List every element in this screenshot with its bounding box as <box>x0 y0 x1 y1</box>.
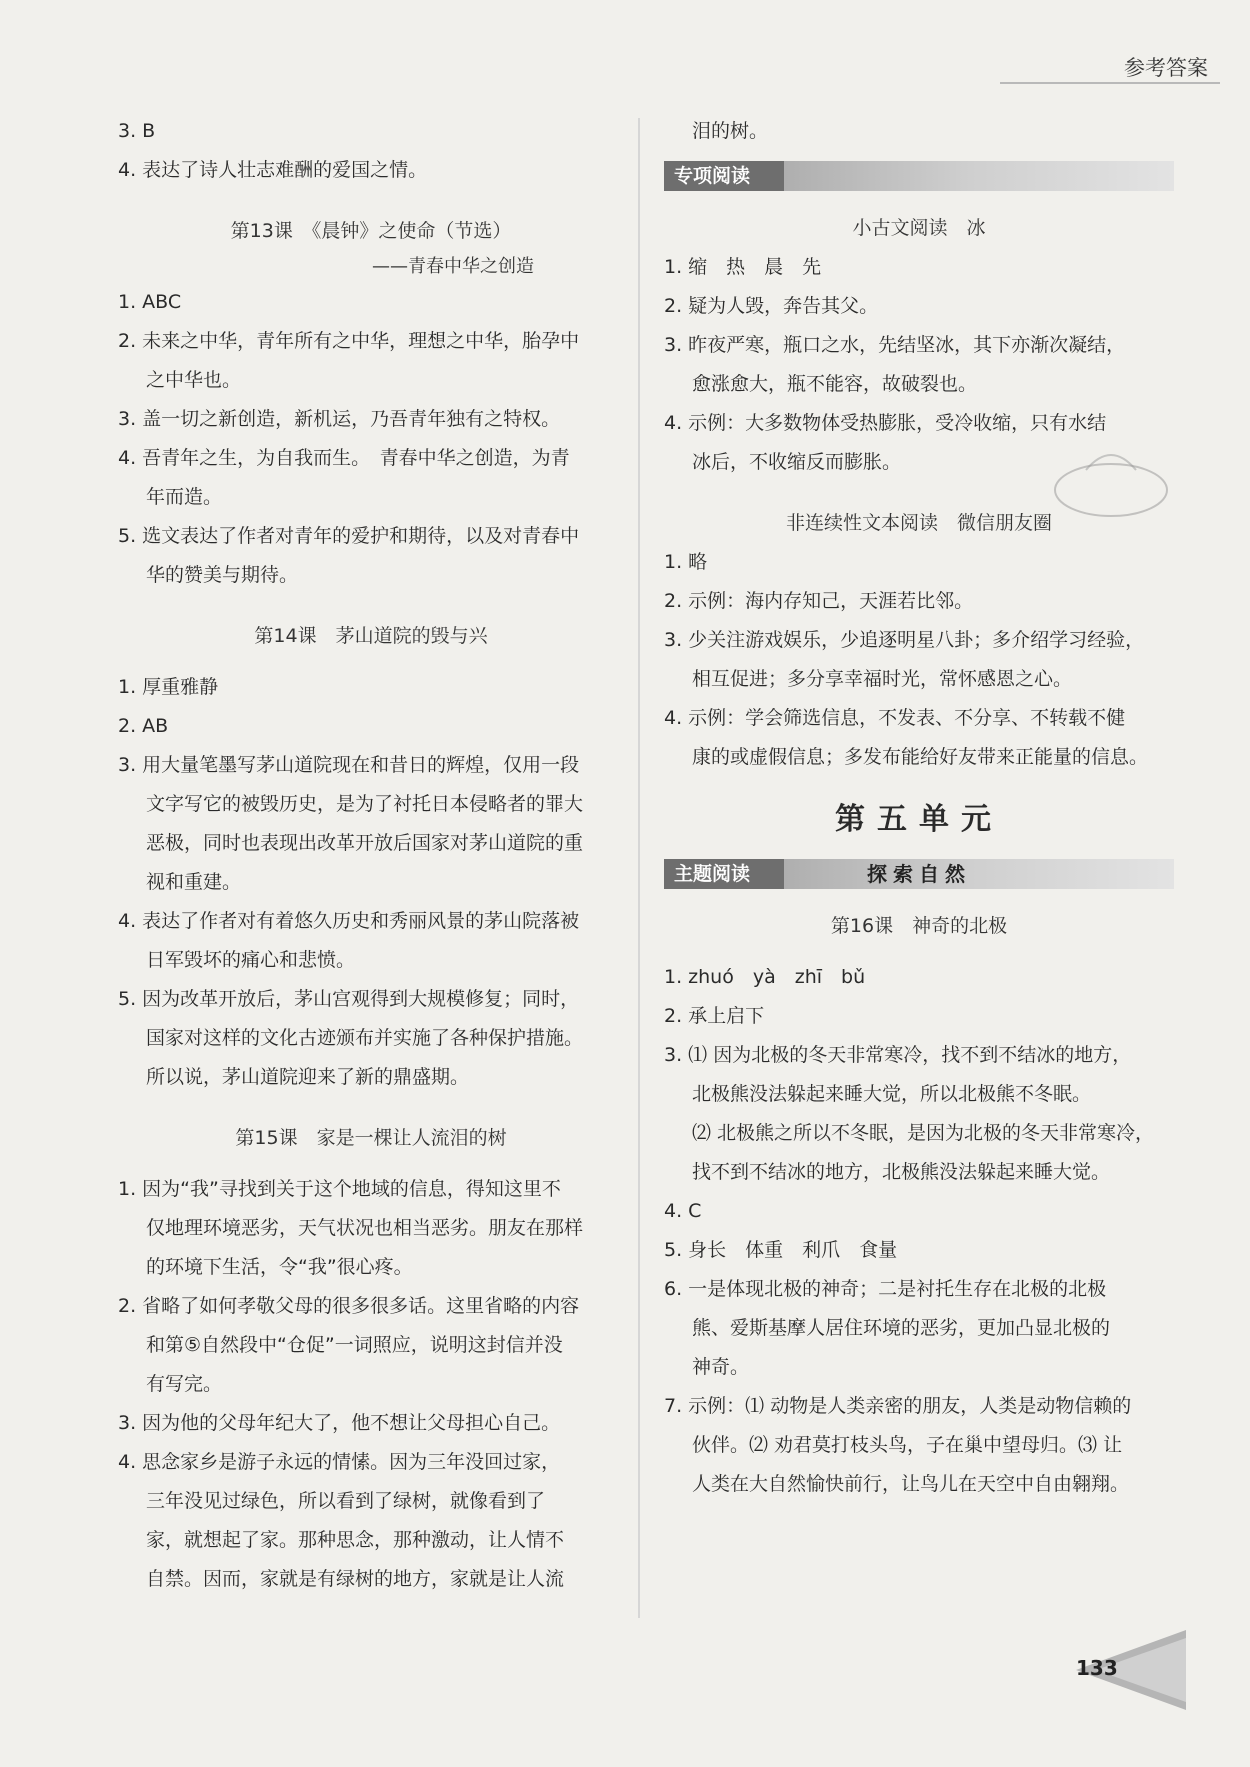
answer-line: 3. 少关注游戏娱乐，少追逐明星八卦；多介绍学习经验， <box>664 629 1145 651</box>
left-column <box>118 112 624 1599</box>
answer-line: 2. 省略了如何孝敬父母的很多很多话。这里省略的内容 <box>118 1295 580 1317</box>
answer-line: 2. 未来之中华，青年所有之中华，理想之中华，胎孕中 <box>118 330 580 352</box>
answer-line: 4. C <box>664 1200 702 1222</box>
header-label: 参考答案 <box>1124 56 1208 80</box>
answer-line: 3. 昨夜严寒，瓶口之水，先结坚冰，其下亦渐次凝结， <box>664 334 1126 356</box>
lesson-13-title: 第13课 《晨钟》之使命（节选） <box>230 220 512 242</box>
answer-line: 有写完。 <box>146 1373 223 1395</box>
page-number: 133 <box>1076 1656 1118 1680</box>
answer-line: 三年没见过绿色，所以看到了绿树，就像看到了 <box>146 1490 546 1512</box>
answer-line: 文字写它的被毁历史，是为了衬托日本侵略者的罪大 <box>146 793 584 815</box>
answer-line: 找不到不结冰的地方，北极熊没法躲起来睡大觉。 <box>692 1161 1111 1183</box>
answer-line: 年而造。 <box>146 486 223 508</box>
lesson-13-subtitle: ——青春中华之创造 <box>372 256 534 277</box>
answer-line: 3. 因为他的父母年纪大了，他不想让父母担心自己。 <box>118 1412 561 1434</box>
answer-line: 国家对这样的文化古迹颁布并实施了各种保护措施。 <box>146 1027 584 1049</box>
answer-line: 自禁。因而，家就是有绿树的地方，家就是让人流 <box>146 1568 565 1590</box>
lesson-15-title: 第15课 家是一棵让人流泪的树 <box>235 1127 507 1149</box>
answer-line: 1. ABC <box>118 291 182 313</box>
answer-line: 视和重建。 <box>146 871 242 893</box>
answer-line: 伙伴。⑵ 劝君莫打枝头鸟，子在巢中望母归。⑶ 让 <box>692 1434 1123 1456</box>
answer-line: 相互促进；多分享幸福时光，常怀感恩之心。 <box>692 668 1073 690</box>
answer-line: 北极熊没法躲起来睡大觉，所以北极熊不冬眠。 <box>692 1083 1092 1105</box>
answer-line: 人类在大自然愉快前行，让鸟儿在天空中自由翱翔。 <box>692 1473 1130 1495</box>
answer-line: 4. 表达了诗人壮志难酬的爱国之情。 <box>118 159 428 181</box>
answer-line: 1. 缩 热 晨 先 <box>664 256 822 278</box>
answer-line: 2. AB <box>118 715 169 737</box>
answer-line: 5. 选文表达了作者对青年的爱护和期待，以及对青春中 <box>118 525 580 547</box>
theme-title: 探索自然 <box>867 862 971 886</box>
answer-line: 恶极，同时也表现出改革开放后国家对茅山道院的重 <box>146 832 584 854</box>
section-bar-special <box>664 161 1174 191</box>
noncontinuous-reading-title: 非连续性文本阅读 微信朋友圈 <box>785 512 1052 534</box>
section-label: 专项阅读 <box>664 161 784 191</box>
stamp-icon <box>1046 440 1176 530</box>
answer-line: 之中华也。 <box>146 369 242 391</box>
answer-line: ⑵ 北极熊之所以不冬眠，是因为北极的冬天非常寒冷， <box>692 1122 1155 1144</box>
answer-line: 熊、爱斯基摩人居住环境的恶劣，更加凸显北极的 <box>692 1317 1111 1339</box>
answer-line: 6. 一是体现北极的神奇；二是衬托生存在北极的北极 <box>664 1278 1107 1300</box>
lesson-14-title: 第14课 茅山道院的毁与兴 <box>254 625 488 647</box>
right-column <box>664 112 1174 1504</box>
answer-line: 冰后，不收缩反而膨胀。 <box>692 451 902 473</box>
answer-line: 的环境下生活，令“我”很心疼。 <box>146 1256 413 1278</box>
answer-line: 4. 表达了作者对有着悠久历史和秀丽风景的茅山院落被 <box>118 910 580 932</box>
answer-line: 日军毁坏的痛心和悲愤。 <box>146 949 356 971</box>
answer-line: 2. 承上启下 <box>664 1005 765 1027</box>
section-label: 主题阅读 <box>664 859 784 889</box>
answer-line: 7. 示例：⑴ 动物是人类亲密的朋友，人类是动物信赖的 <box>664 1395 1132 1417</box>
answer-line: 4. 吾青年之生，为自我而生。 青春中华之创造，为青 <box>118 447 570 469</box>
answer-line: 3. 用大量笔墨写茅山道院现在和昔日的辉煌，仅用一段 <box>118 754 580 776</box>
answer-line: 5. 身长 体重 利爪 食量 <box>664 1239 898 1261</box>
section-bar-theme <box>664 859 1174 889</box>
answer-line: 2. 疑为人毁，奔告其父。 <box>664 295 879 317</box>
answer-line: 泪的树。 <box>692 120 769 142</box>
answer-line: 3. B <box>118 120 156 142</box>
lesson-16-title: 第16课 神奇的北极 <box>830 915 1008 937</box>
answer-line: 1. zhuó yà zhī bǔ <box>664 966 866 988</box>
answer-line: 1. 厚重雅静 <box>118 676 219 698</box>
classical-reading-title: 小古文阅读 冰 <box>852 217 986 239</box>
answer-line: 4. 示例：大多数物体受热膨胀，受冷收缩，只有水结 <box>664 412 1107 434</box>
answer-line: 家，就想起了家。那种思念，那种激动，让人情不 <box>146 1529 565 1551</box>
column-divider <box>638 118 640 1618</box>
answer-line: 和第⑤自然段中“仓促”一词照应，说明这封信并没 <box>146 1334 563 1356</box>
answer-line: 1. 略 <box>664 551 708 573</box>
answer-line: 仅地理环境恶劣，天气状况也相当恶劣。朋友在那样 <box>146 1217 584 1239</box>
answer-line: 3. ⑴ 因为北极的冬天非常寒冷，找不到不结冰的地方， <box>664 1044 1132 1066</box>
answer-line: 愈涨愈大，瓶不能容，故破裂也。 <box>692 373 978 395</box>
answer-line: 神奇。 <box>692 1356 750 1378</box>
unit-title: 第五单元 <box>835 802 1003 837</box>
answer-line: 1. 因为“我”寻找到关于这个地域的信息，得知这里不 <box>118 1178 561 1200</box>
answer-line: 5. 因为改革开放后，茅山宫观得到大规模修复；同时， <box>118 988 580 1010</box>
answer-line: 4. 思念家乡是游子永远的情愫。因为三年没回过家， <box>118 1451 561 1473</box>
header-rule <box>1000 82 1220 84</box>
answer-line: 所以说，茅山道院迎来了新的鼎盛期。 <box>146 1066 470 1088</box>
answer-line: 3. 盖一切之新创造，新机运，乃吾青年独有之特权。 <box>118 408 561 430</box>
answer-line: 2. 示例：海内存知己，天涯若比邻。 <box>664 590 974 612</box>
answer-line: 4. 示例：学会筛选信息，不发表、不分享、不转载不健 <box>664 707 1126 729</box>
answer-line: 康的或虚假信息；多发布能给好友带来正能量的信息。 <box>692 746 1149 768</box>
answer-line: 华的赞美与期待。 <box>146 564 299 586</box>
